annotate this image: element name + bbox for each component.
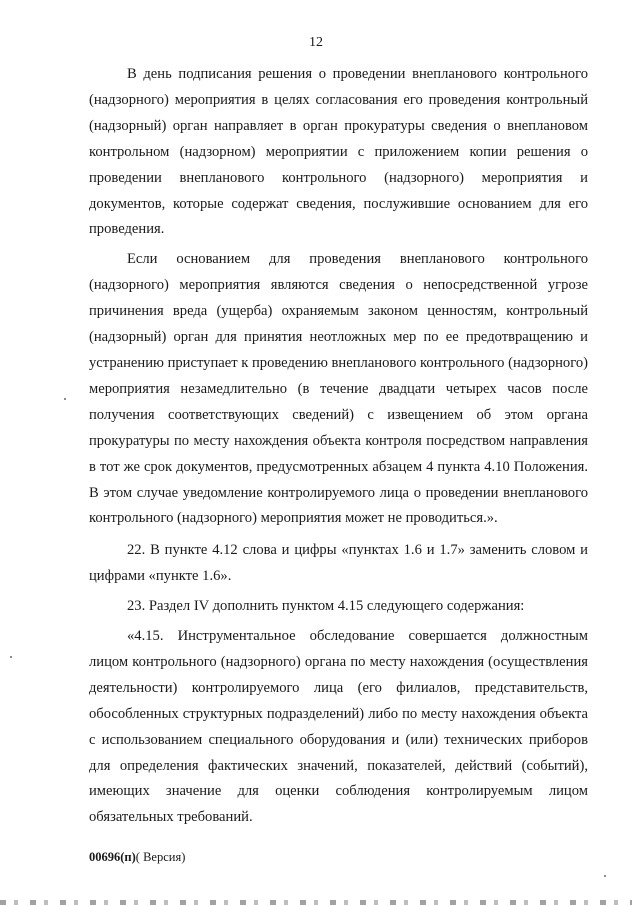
scan-speck	[64, 398, 66, 400]
scan-speck	[10, 656, 12, 658]
document-footer	[89, 850, 185, 865]
paragraph-3: 22. В пункте 4.12 слова и цифры «пунктах 1.6 и 1.7» заменить словом и цифрами «пункте 1.6».	[89, 542, 588, 585]
document-code: 00696(п)	[89, 850, 136, 864]
paragraph-5: «4.15. Инструментальное обследование совершается должностным лицом контрольного (надзорного) органа по месту нахождения (осуществления деятельности) контролируемого лица (его филиалов, представительств, обособленных структурных подразделений) либо по месту нахождения объекта с использованием специального оборудования и (или) технических приборов для определения фактических значений, показателей, действий (событий), имеющих значение для оценки соблюдения контролируемым лицом обязательных требований.	[89, 628, 588, 826]
paragraph-1: В день подписания решения о проведении внепланового контрольного (надзорного) мероприятия в целях согласования его проведения контрольный (надзорный) орган направляет в орган прокуратуры сведения о внеплановом контрольном (надзорном) мероприятии с приложением копии решения о проведении внепланового контрольного (надзорного) мероприятия и документов, которые содержат сведения, послужившие основанием для его проведения.	[89, 66, 588, 238]
paragraph-4: 23. Раздел IV дополнить пунктом 4.15 следующего содержания:	[127, 598, 525, 615]
paragraph-2: Если основанием для проведения внепланового контрольного (надзорного) мероприятия являются сведения о непосредственной угрозе причинения вреда (ущерба) охраняемым законом ценностям, контрольный (надзорный) орган для принятия неотложных мер по ее предотвращению и устранению приступает к проведению внепланового контрольного (надзорного) мероприятия незамедлительно (в течение двадцати четырех часов после получения соответствующих сведений) с извещением об этом органа прокуратуры по месту нахождения объекта контроля посредством направления в тот же срок документов, предусмотренных абзацем 4 пункта 4.10 Положения. В этом случае уведомление контролируемого лица о проведении внепланового контрольного (надзорного) мероприятия может не проводиться.».	[89, 251, 588, 527]
scan-speck	[604, 875, 606, 877]
scan-edge-artifact	[0, 900, 632, 905]
document-body	[89, 62, 588, 831]
page-number: 12	[309, 35, 323, 50]
document-version: ( Версия)	[135, 850, 186, 864]
